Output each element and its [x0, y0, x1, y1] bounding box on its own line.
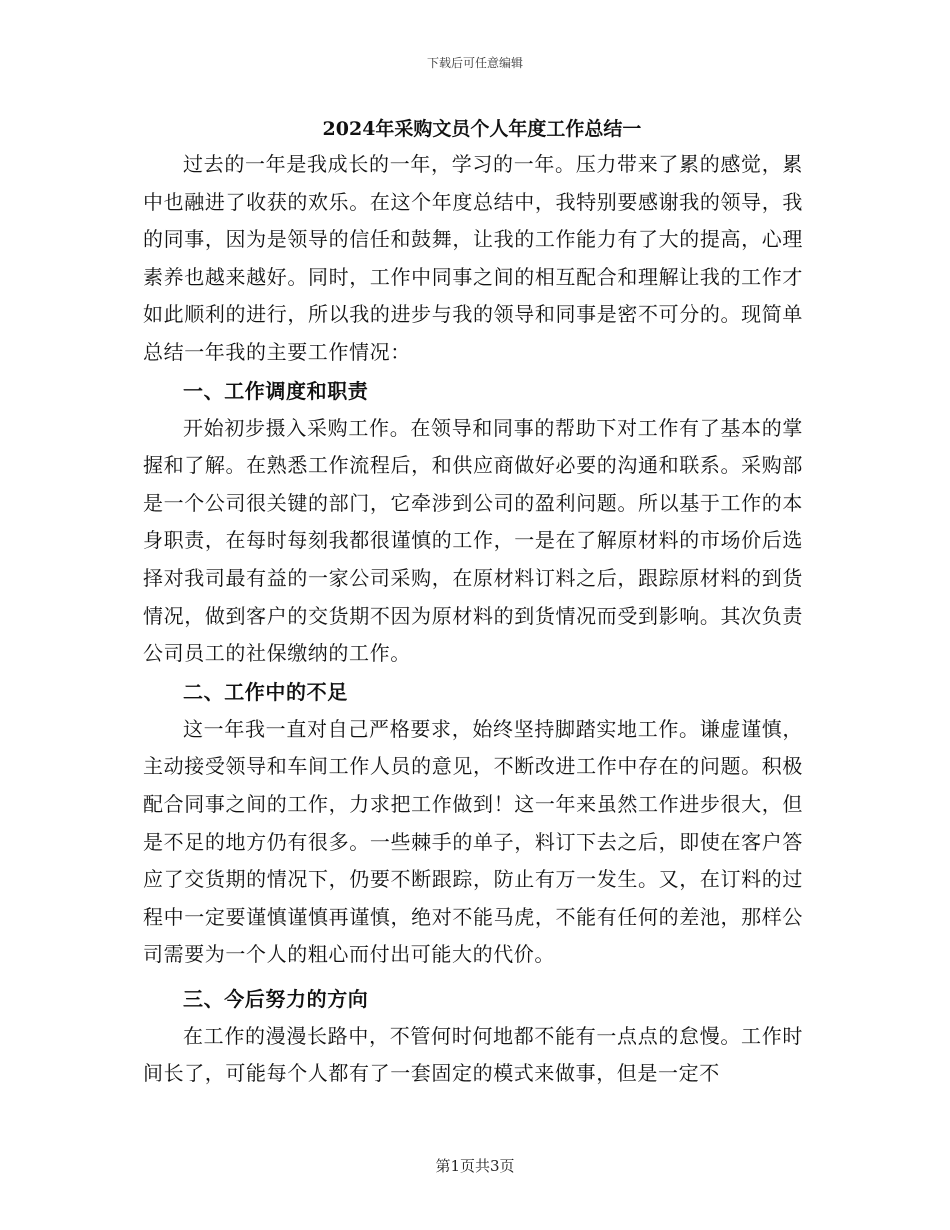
- section-body-shortcomings: 这一年我一直对自己严格要求，始终坚持脚踏实地工作。谦虚谨慎，主动接受领导和车间工作人员的意见，不断改进工作中存在的问题。积极配合同事之间的工作，力求把工作做到！这一年来虽然工作进步很大，但是不足的地方仍有很多。一些棘手的单子，料订下去之后，即使在客户答应了交货期的情况下，仍要不断跟踪，防止有万一发生。又，在订料的过程中一定要谨慎谨慎再谨慎，绝对不能马虎，不能有任何的差池，那样公司需要为一个人的粗心而付出可能大的代价。: [143, 716, 803, 967]
- section-body-duties: 开始初步摄入采购工作。在领导和同事的帮助下对工作有了基本的掌握和了解。在熟悉工作流程后，和供应商做好必要的沟通和联系。采购部是一个公司很关键的部门，它牵涉到公司的盈利问题。所以基于工作的本身职责，在每时每刻我都很谨慎的工作，一是在了解原材料的市场价后选择对我司最有益的一家公司采购，在原材料订料之后，跟踪原材料的到货情况，做到客户的交货期不因为原材料的到货情况而受到影响。其次负责公司员工的社保缴纳的工作。: [143, 415, 803, 666]
- section-heading-shortcomings: 二、工作中的不足: [183, 679, 348, 704]
- section-heading-duties: 一、工作调度和职责: [183, 378, 369, 403]
- section-body-future: 在工作的漫漫长路中，不管何时何地都不能有一点点的怠慢。工作时间长了，可能每个人都有了一套固定的模式来做事，但是一定不: [143, 1023, 803, 1086]
- page-number: 第1页共3页: [435, 1157, 515, 1175]
- document-title: 2024年采购文员个人年度工作总结一: [322, 118, 642, 140]
- document-body: [143, 112, 803, 1093]
- section-heading-future: 三、今后努力的方向: [183, 986, 369, 1011]
- intro-paragraph: 过去的一年是我成长的一年，学习的一年。压力带来了累的感觉，累中也融进了收获的欢乐。在这个年度总结中，我特别要感谢我的领导，我的同事，因为是领导的信任和鼓舞，让我的工作能力有了大的提高，心理素养也越来越好。同时，工作中同事之间的相互配合和理解让我的工作才如此顺利的进行，所以我的进步与我的领导和同事是密不可分的。现简单总结一年我的主要工作情况：: [143, 152, 803, 364]
- header-note: 下载后可任意编辑: [426, 56, 523, 70]
